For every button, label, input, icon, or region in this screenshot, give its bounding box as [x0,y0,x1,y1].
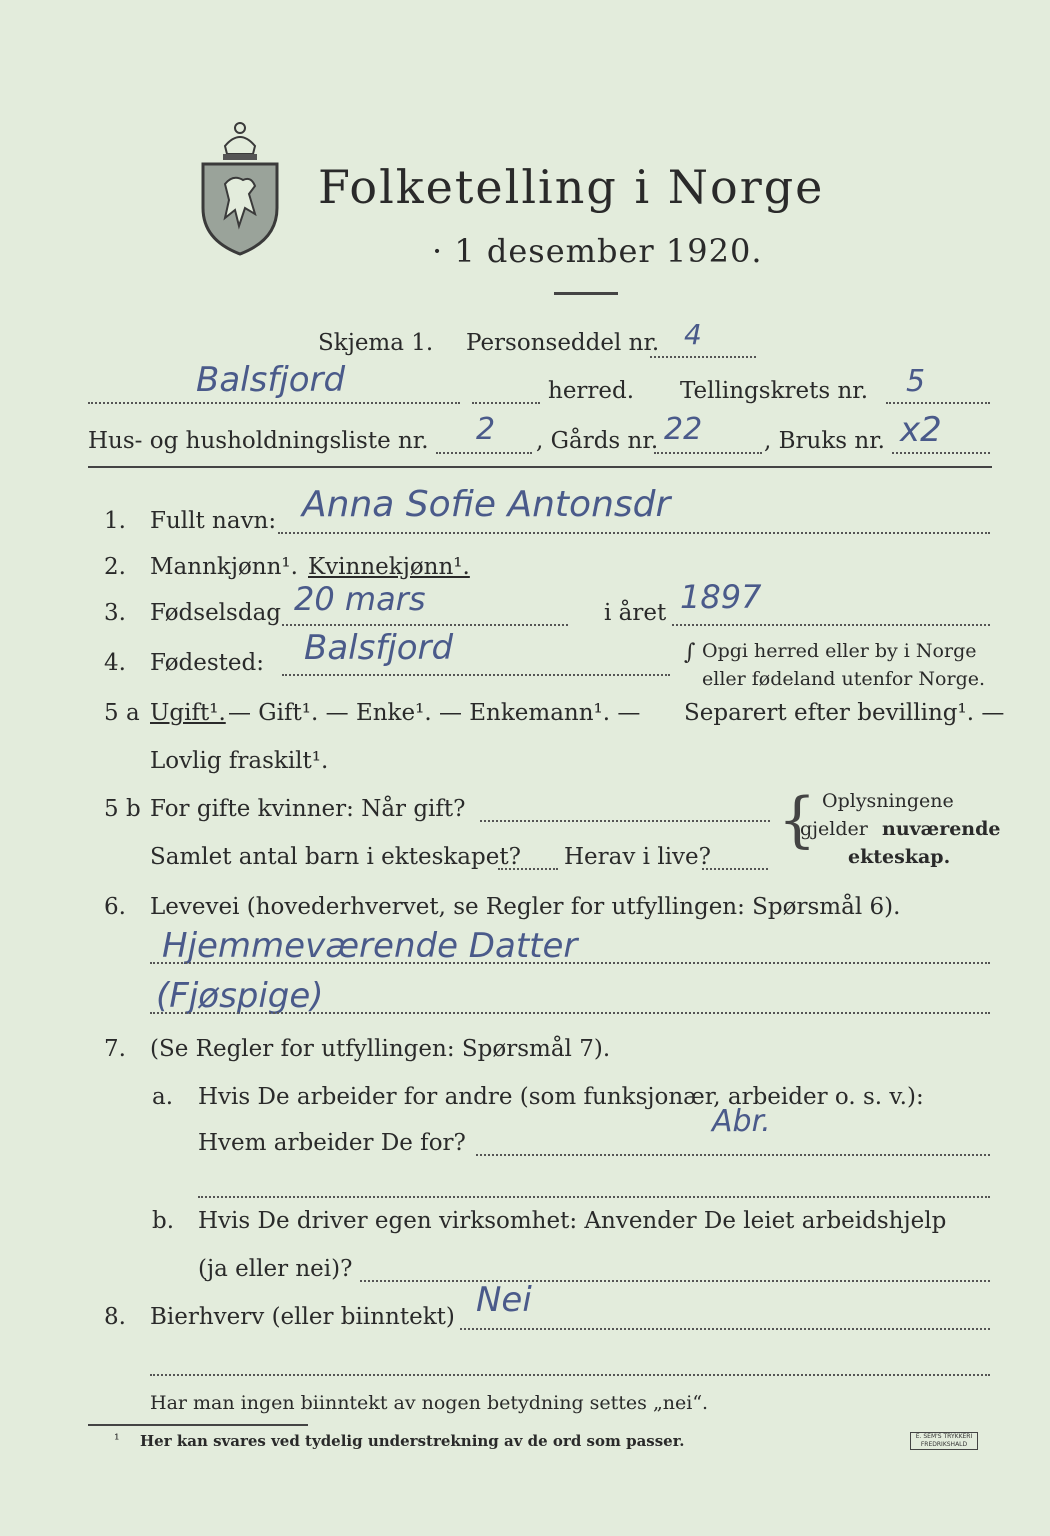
q4-label: Fødested: [150,650,265,676]
person-nr-value: 4 [684,318,702,351]
q2-female-option-selected: Kvinnekjønn¹. [308,554,470,580]
q5b-alive-line [702,868,768,870]
q7b-ja-label: (ja eller nei)? [198,1256,353,1282]
header-separator [88,466,992,468]
q7a-line [476,1154,990,1156]
q3-day-line [282,624,568,626]
q5b-note3: ekteskap. [848,846,951,868]
herred-line [88,402,460,404]
person-label: Personseddel nr. [466,330,660,356]
q8-number: 8. [104,1304,126,1330]
census-form: Folketelling i Norge · 1 desember 1920. Skjema 1. Personseddel nr. 4 Balsfjord herred. Tellingskrets nr. 5 Hus- og husholdningsliste nr. 2 , Gårds nr. 22 , Bruks nr. x2 1. Fullt navn: Anna Sofie Antonsdr 2. Mannkjønn¹. Kvinnekjønn¹. 3. Fødselsdag 20 mars i året 1897 4. Fødested: Balsfjord ∫ Opgi herred eller by i Norge eller fødeland utenfor Norge. 5 a Ugift¹. — Gift¹. — Enke¹. — Enkemann¹. — Separert efter bevilling¹. — Lovlig fraskilt¹. 5 b For gifte kvinner: Når gift? Samlet antal barn i ekteskapet? Herav i live? { Oplysningene gjelder nuværende ekteskap. 6. Levevei (hovederhvervet, se Regler for utfyllingen: Spørsmål 6). Hjemmeværende Datter (Fjøspige) 7. (Se Regler for utfyllingen: Spørsmål 7). a. Hvis De arbeider for andre (som funksjonær, arbeider o. s. v.): Hvem arbeider De for? Abr. b. Hvis De driver egen virksomhet: Anvender De leiet arbeidshjelp (ja eller nei)? 8. Bierhverv (eller biinntekt) Nei Har man ingen biinntekt av nogen betydning settes „nei“. ¹ Her kan svares ved tydelig understrekning av de ord som passer. E. SEM'S TRYKKERI FREDRIKSHALD [0,0,1050,1536]
q8-line-2 [150,1374,990,1376]
q6-line-1 [150,962,990,964]
q1-number: 1. [104,508,126,534]
q5b-note2a: gjelder [800,818,868,840]
hus-value: 2 [476,412,496,447]
gards-value: 22 [664,412,703,447]
q3-year-line [672,624,990,626]
q5b-number: 5 b [104,796,141,822]
q8-line [460,1328,990,1330]
printer-stamp [910,1432,978,1450]
employer-value: Abr. [712,1104,771,1139]
q7a-hvem-label: Hvem arbeider De for? [198,1130,466,1156]
q5a-separert: Separert efter bevilling¹. — [684,700,1005,726]
herred-value: Balsfjord [196,360,346,400]
q4-note-line1: Opgi herred eller by i Norge [702,640,977,662]
birthplace-value: Balsfjord [304,628,454,668]
q1-line [278,532,990,534]
q7b-label: Hvis De driver egen virksomhet: Anvender De leiet arbeidshjelp [198,1208,947,1234]
footnote-text: Her kan svares ved tydelig understrekning av de ord som passer. [140,1432,685,1450]
q5b-note1: Oplysningene [822,790,954,812]
tellingskrets-label: Tellingskrets nr. [680,378,869,404]
q7b-line [360,1280,990,1282]
footnote-mark: ¹ [114,1432,120,1448]
birth-day-value: 20 mars [294,580,426,618]
person-nr-line [650,356,756,358]
side-income-value: Nei [476,1280,532,1320]
q8-label: Bierhverv (eller biinntekt) [150,1304,455,1330]
q4-line [282,674,670,676]
hus-label: Hus- og husholdningsliste nr. [88,428,429,454]
bruks-line [892,452,990,454]
q5b-note2b: nuværende [882,818,1001,840]
tellingskrets-line [886,402,990,404]
q7-number: 7. [104,1036,126,1062]
bruks-value: x2 [900,410,942,450]
q7b-letter: b. [152,1208,175,1234]
q5a-options: — Gift¹. — Enke¹. — Enkemann¹. — [228,700,641,726]
q3-number: 3. [104,600,126,626]
q4-note-line2: eller fødeland utenfor Norge. [702,668,986,690]
gards-line [654,452,762,454]
q5a-lovlig: Lovlig fraskilt¹. [150,748,329,774]
q6-number: 6. [104,894,126,920]
herred-line-2 [472,402,540,404]
q5b-children-line [498,868,558,870]
hus-line [436,452,532,454]
tellingskrets-value: 5 [906,364,926,399]
q2-number: 2. [104,554,126,580]
q7a-letter: a. [152,1084,174,1110]
norway-coat-of-arms-icon [195,118,285,258]
q1-label: Fullt navn: [150,508,277,534]
occupation-value-2: (Fjøspige) [156,976,324,1016]
q5b-label: For gifte kvinner: Når gift? [150,796,466,822]
q2-male-option: Mannkjønn¹. [150,554,298,580]
gards-label: , Gårds nr. [536,428,659,454]
form-title: Folketelling i Norge [318,160,825,214]
bruks-label: , Bruks nr. [764,428,885,454]
q6-line-2 [150,1012,990,1014]
footnote-rule [88,1424,308,1426]
q3-year-label: i året [604,600,667,626]
census-date: · 1 desember 1920. [432,232,763,270]
occupation-value-1: Hjemmeværende Datter [162,926,578,966]
herred-label: herred. [548,378,635,404]
q5b-children-label: Samlet antal barn i ekteskapet? [150,844,521,870]
q6-label: Levevei (hovederhvervet, se Regler for utfyllingen: Spørsmål 6). [150,894,901,920]
q5a-ugift-selected: Ugift¹. [150,700,226,726]
q4-number: 4. [104,650,126,676]
stamp-line1: E. SEM'S TRYKKERI [915,1433,973,1440]
q7a-line-2 [198,1196,990,1198]
q7a-label: Hvis De arbeider for andre (som funksjonær, arbeider o. s. v.): [198,1084,924,1110]
schema-label: Skjema 1. [318,330,434,356]
q5b-married-line [480,820,770,822]
q3-label: Fødselsdag [150,600,282,626]
q5a-number: 5 a [104,700,140,726]
full-name-value: Anna Sofie Antonsdr [302,484,671,525]
q7-label: (Se Regler for utfyllingen: Spørsmål 7). [150,1036,611,1062]
stamp-line2: FREDRIKSHALD [920,1441,968,1448]
q5b-alive-label: Herav i live? [564,844,711,870]
note-text: Har man ingen biinntekt av nogen betydning settes „nei“. [150,1392,709,1414]
title-divider [554,292,618,295]
birth-year-value: 1897 [680,578,762,616]
